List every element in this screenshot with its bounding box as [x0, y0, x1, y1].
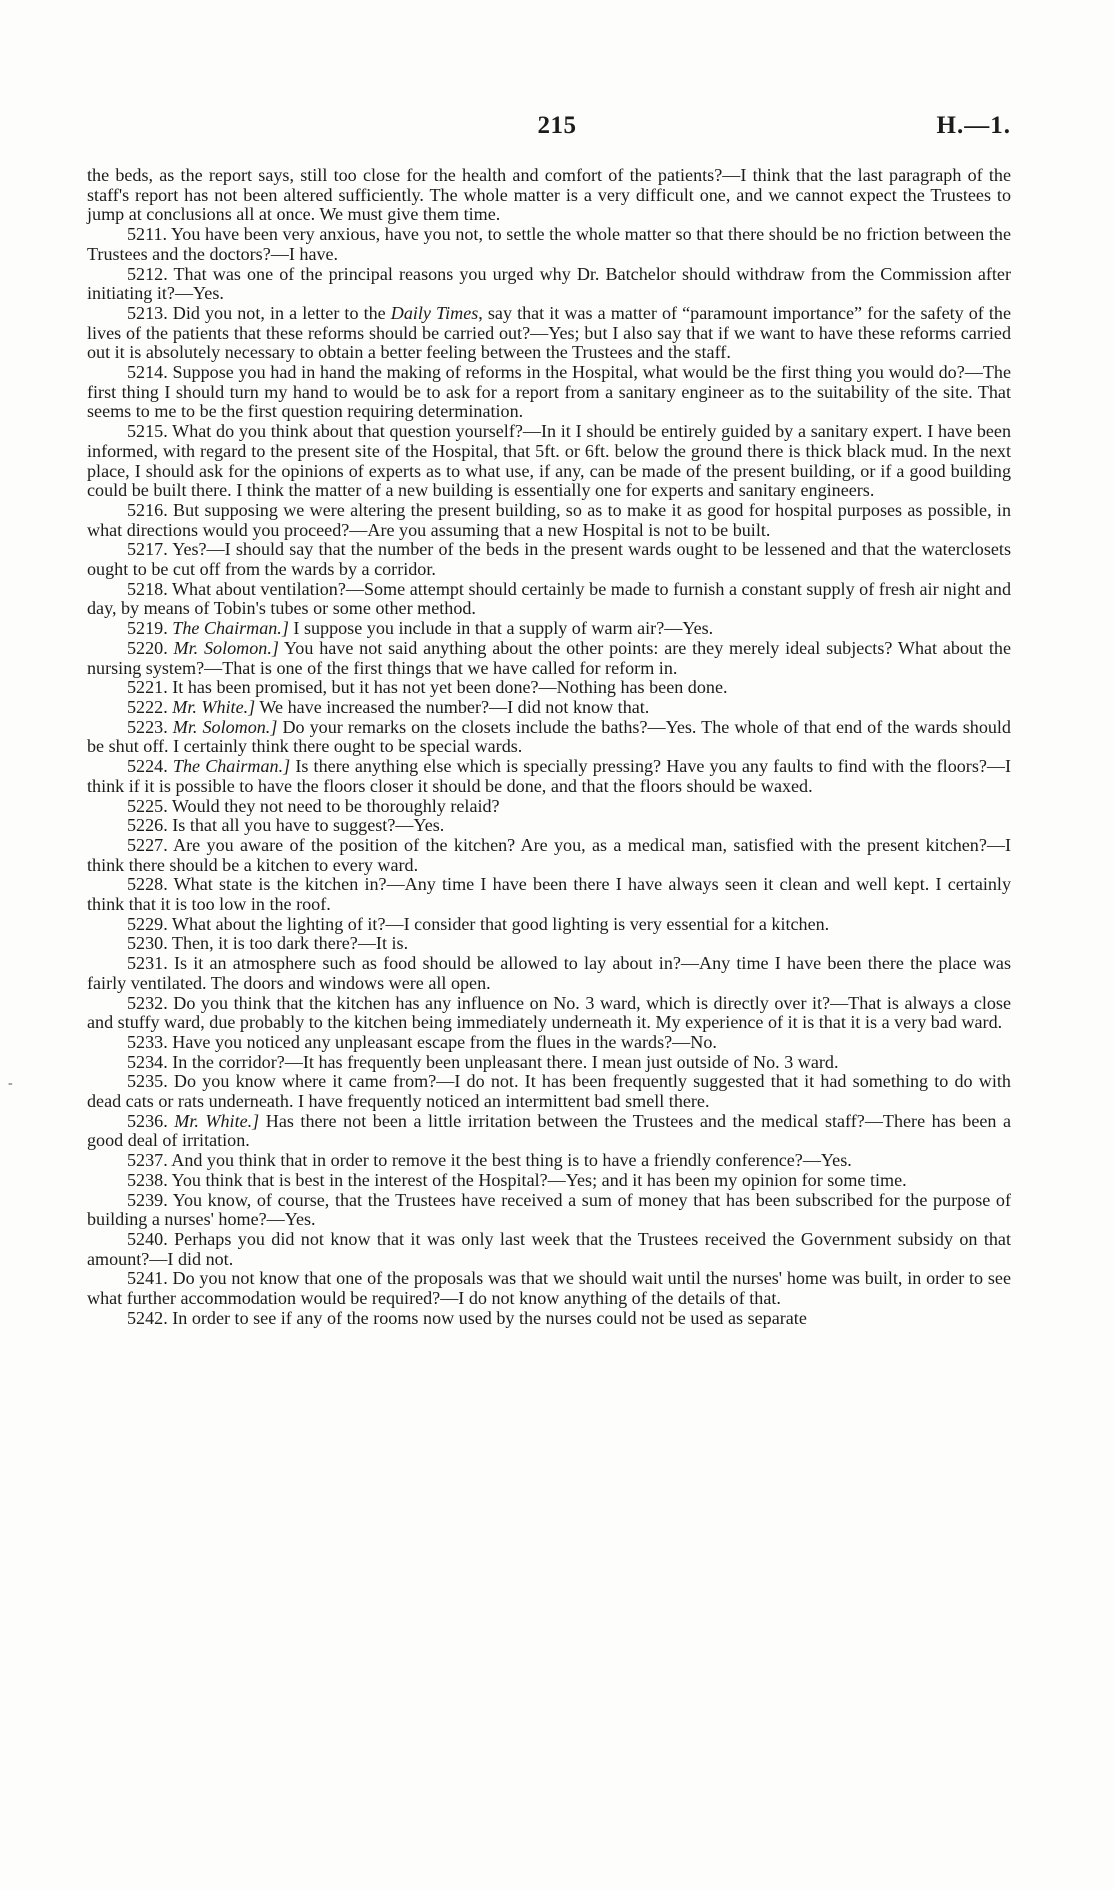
- paragraph-text: It has been promised, but it has not yet been done?—Nothing has been done.: [172, 677, 728, 698]
- paragraph-text: Suppose you had in hand the making of reforms in the Hospital, what would be the first thing you would do?—The first thing I should turn my hand to would be to ask for a report from a sanitary engineer as to the suitability of the site. That seems to me to be the first question requiring determination.: [87, 362, 1011, 422]
- paragraph-text: But supposing we were altering the present building, so as to make it as good for hospital purposes as possible, in what directions would you proceed?—Are you assuming that a new Hospital is not to be built.: [87, 499, 1012, 540]
- paragraph-text: Are you aware of the position of the kitchen? Are you, as a medical man, satisfied with the present kitchen?—I think there should be a kitchen to every ward.: [87, 834, 1011, 875]
- paragraph-text: Has there not been a little irritation between the Trustees and the medical staff?—There has been a good deal of irritation.: [87, 1110, 1011, 1151]
- paragraph-text: I suppose you include in that a supply of warm air?—Yes.: [293, 618, 714, 639]
- question-number: 5213.: [127, 302, 168, 323]
- question-number: 5223.: [127, 716, 168, 737]
- paragraph: [87, 363, 1011, 422]
- margin-mark: -: [8, 1076, 13, 1091]
- paragraph: [87, 1230, 1011, 1269]
- paragraph: [87, 1033, 1011, 1053]
- paragraph-text: Have you noticed any unpleasant escape from the flues in the wards?—No.: [172, 1031, 717, 1052]
- question-number: 5225.: [127, 795, 168, 816]
- speaker-name: Mr. White.]: [172, 696, 256, 717]
- question-number: 5242.: [127, 1307, 168, 1328]
- question-number: 5220.: [127, 637, 168, 658]
- paragraph-text: What about ventilation?—Some attempt should certainly be made to furnish a constant supply of fresh air night and day, by means of Tobin's tubes or some other method.: [87, 578, 1012, 619]
- paragraph-text: Do your remarks on the closets include the baths?—Yes. The whole of that end of the wards should be shut off. I certainly think there ought to be special wards.: [87, 716, 1011, 757]
- question-number: 5221.: [127, 677, 168, 698]
- question-number: 5238.: [127, 1169, 168, 1190]
- paragraph-text: In the corridor?—It has frequently been unpleasant there. I mean just outside of No. 3 ward.: [172, 1051, 839, 1072]
- paragraph: [87, 265, 1011, 304]
- paragraph-text: And you think that in order to remove it the best thing is to have a friendly conference?—Yes.: [171, 1150, 852, 1171]
- paragraph-text: What about the lighting of it?—I consider that good lighting is very essential for a kitchen.: [171, 913, 830, 934]
- question-number: 5222.: [127, 696, 168, 717]
- question-number: 5224.: [127, 756, 168, 777]
- paragraph: [87, 1112, 1011, 1151]
- paragraph-text: We have increased the number?—I did not know that.: [259, 696, 650, 717]
- paragraph: [87, 698, 1011, 718]
- paragraph-text: Do you know where it came from?—I do not. It has been frequently suggested that it had something to do with dead cats or rats underneath. I have frequently noticed an intermittent bad smell there.: [87, 1071, 1011, 1112]
- paragraph: [87, 797, 1011, 817]
- paragraph-text: That was one of the principal reasons you urged why Dr. Batchelor should withdraw from the Commission after initiating it?—Yes.: [87, 263, 1011, 304]
- paragraph: [87, 678, 1011, 698]
- paragraph-text: You think that is best in the interest of the Hospital?—Yes; and it has been my opinion for some time.: [171, 1169, 907, 1190]
- question-number: 5239.: [127, 1189, 168, 1210]
- question-number: 5235.: [127, 1071, 168, 1092]
- paragraph-text: Is it an atmosphere such as food should be allowed to lay about in?—Any time I have been there the place was fairly ventilated. The doors and windows were all open.: [87, 953, 1011, 993]
- question-number: 5241.: [127, 1268, 168, 1289]
- paragraph: [87, 1309, 1011, 1329]
- question-number: 5232.: [127, 992, 168, 1013]
- question-number: 5217.: [127, 539, 168, 560]
- paragraph: [87, 225, 1011, 264]
- paragraph-text: What do you think about that question yourself?—In it I should be entirely guided by a sanitary expert. I have been informed, with regard to the present site of the Hospital, that 5ft. or 6ft. below the ground there is thick black mud. In the next place, I should ask for the opinions of experts as to what use, if any, can be made of the present building, or if a good building could be built there. I think the matter of a new building is essentially one for experts and sanitary engineers.: [87, 421, 1011, 501]
- paragraph-text: Did you not, in a letter to the Daily Times, say that it was a matter of “paramount importance” for the safety of the lives of the patients that these reforms should be carried out?—Yes; but I also say that if we want to have these reforms carried out it is absolutely necessary to obtain a better feeling between the Trustees and the staff.: [87, 302, 1011, 363]
- paragraph: [87, 639, 1011, 678]
- paragraph-text: You know, of course, that the Trustees have received a sum of money that has been subscribed for the purpose of building a nurses' home?—Yes.: [87, 1189, 1011, 1230]
- speaker-name: Mr. White.]: [174, 1110, 260, 1131]
- speaker-name: Mr. Solomon.]: [173, 637, 279, 658]
- question-number: 5230.: [127, 933, 168, 954]
- paragraph: [87, 1053, 1011, 1073]
- document-body: [87, 166, 1011, 1328]
- question-number: 5216.: [127, 499, 168, 520]
- paragraph: [87, 836, 1011, 875]
- paragraph: [87, 422, 1011, 501]
- speaker-name: Mr. Solomon.]: [172, 716, 278, 737]
- question-number: 5226.: [127, 815, 168, 836]
- paragraph: [87, 1191, 1011, 1230]
- speaker-name: The Chairman.]: [172, 618, 289, 639]
- question-number: 5228.: [127, 874, 168, 895]
- question-number: 5240.: [127, 1228, 168, 1249]
- question-number: 5212.: [127, 263, 168, 284]
- paragraph: [87, 1151, 1011, 1171]
- speaker-name: The Chairman.]: [172, 756, 291, 777]
- paragraph: [87, 757, 1011, 796]
- paragraph-text: What state is the kitchen in?—Any time I have been there I have always seen it clean and well kept. I certainly think that it is too low in the roof.: [87, 874, 1011, 915]
- question-number: 5236.: [127, 1110, 168, 1131]
- paragraph: [87, 1171, 1011, 1191]
- question-number: 5211.: [127, 224, 168, 245]
- paragraph-text: You have not said anything about the other points: are they merely ideal subjects? What about the nursing system?—That is one of the first things that we have called for reform in.: [87, 637, 1012, 678]
- question-number: 5219.: [127, 618, 168, 639]
- paragraph-text: In order to see if any of the rooms now used by the nurses could not be used as separate: [172, 1307, 807, 1328]
- paragraph-text: Do you think that the kitchen has any influence on No. 3 ward, which is directly over it?—That is always a close and stuffy ward, due probably to the kitchen being immediately underneath it. My experience of it is that it is a very bad ward.: [87, 992, 1011, 1033]
- question-number: 5237.: [127, 1150, 168, 1171]
- paragraph: [87, 816, 1011, 836]
- page-header: [0, 112, 1114, 148]
- paragraph-text: Perhaps you did not know that it was only last week that the Trustees received the Government subsidy on that amount?—I did not.: [87, 1228, 1011, 1269]
- question-number: 5229.: [127, 913, 168, 934]
- paragraph: [87, 619, 1011, 639]
- paragraph: [87, 1072, 1011, 1111]
- paragraph-text: the beds, as the report says, still too close for the health and comfort of the patients?—I think that the last paragraph of the staff's report has not been altered sufficiently. The whole matter is a very difficult one, and we cannot expect the Trustees to jump at conclusions all at once. We must give them time.: [87, 165, 1011, 225]
- paragraph: [87, 1269, 1011, 1308]
- paragraph-text: You have been very anxious, have you not, to settle the whole matter so that there should be no friction between the Trustees and the doctors?—I have.: [87, 224, 1011, 264]
- question-number: 5231.: [127, 953, 168, 974]
- paragraph: [87, 934, 1011, 954]
- paragraph-text: Is that all you have to suggest?—Yes.: [172, 815, 445, 836]
- paragraph: [87, 501, 1011, 540]
- document-reference: H.—1.: [936, 112, 1011, 139]
- question-number: 5227.: [127, 834, 168, 855]
- newspaper-title: Daily Times: [390, 302, 479, 323]
- paragraph: [87, 166, 1011, 225]
- paragraph-text: Is there anything else which is specially pressing? Have you any faults to find with the floors?—I think if it is possible to have the floors closer it should be done, and that the floors should be waxed.: [87, 756, 1012, 796]
- question-number: 5233.: [127, 1031, 168, 1052]
- question-number: 5218.: [127, 578, 168, 599]
- page-number: 215: [537, 112, 577, 139]
- question-number: 5234.: [127, 1051, 168, 1072]
- paragraph-text: Would they not need to be thoroughly relaid?: [171, 795, 500, 816]
- paragraph: [87, 580, 1011, 619]
- paragraph: [87, 304, 1011, 363]
- paragraph-text: Do you not know that one of the proposals was that we should wait until the nurses' home was built, in order to see what further accommodation would be required?—I do not know anything of the details of that.: [87, 1268, 1011, 1309]
- paragraph-text: Yes?—I should say that the number of the beds in the present wards ought to be lessened and that the waterclosets ought to be cut off from the wards by a corridor.: [87, 539, 1011, 580]
- paragraph: [87, 954, 1011, 993]
- paragraph: [87, 718, 1011, 757]
- question-number: 5215.: [127, 421, 168, 442]
- paragraph: [87, 915, 1011, 935]
- question-number: 5214.: [127, 362, 168, 383]
- paragraph: [87, 994, 1011, 1033]
- paragraph: [87, 875, 1011, 914]
- paragraph-text: Then, it is too dark there?—It is.: [171, 933, 409, 954]
- paragraph: [87, 540, 1011, 579]
